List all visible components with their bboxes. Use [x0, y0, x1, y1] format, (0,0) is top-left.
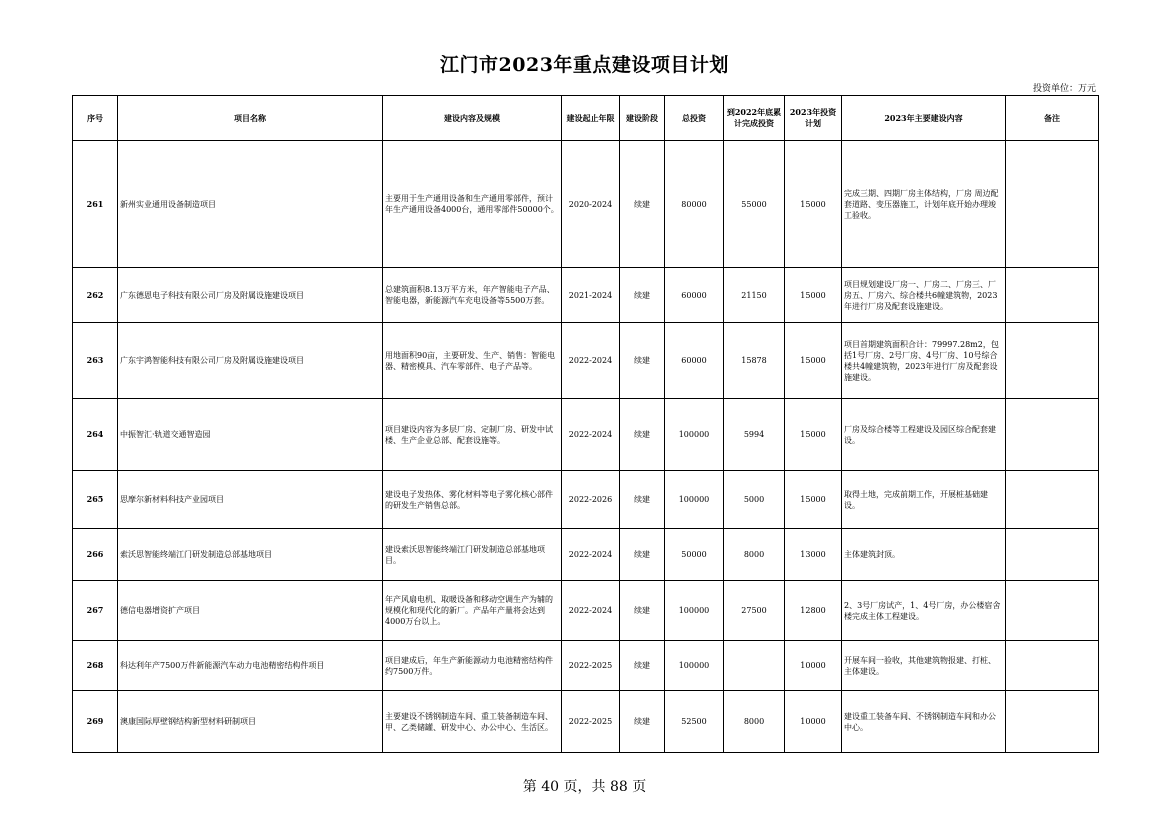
cell-name: 新州实业通用设备制造项目	[118, 141, 383, 268]
page-footer: 第 40 页，共 88 页	[522, 779, 647, 795]
cell-content: 开展车间一验收，其他建筑物报建、打桩、主体建设。	[842, 641, 1006, 691]
cell-note	[1006, 323, 1099, 399]
cell-name: 中振智汇·轨道交通智造园	[118, 399, 383, 471]
cell-done	[724, 641, 785, 691]
table-row	[73, 141, 1099, 268]
cell-total: 100000	[665, 581, 724, 641]
cell-stage: 续建	[620, 529, 665, 581]
cell-content: 建设重工装备车间、不锈钢制造车间和办公中心。	[842, 691, 1006, 753]
cell-plan: 15000	[785, 268, 842, 323]
cell-years: 2022-2024	[562, 399, 620, 471]
cell-years: 2020-2024	[562, 141, 620, 268]
cell-total: 80000	[665, 141, 724, 268]
cell-done: 21150	[724, 268, 785, 323]
cell-content: 2、3号厂房试产，1、4号厂房，办公楼宿舍楼完成主体工程建设。	[842, 581, 1006, 641]
cell-content: 取得土地，完成前期工作，开展桩基础建设。	[842, 471, 1006, 529]
cell-done: 27500	[724, 581, 785, 641]
cell-stage: 续建	[620, 581, 665, 641]
cell-years: 2022-2024	[562, 581, 620, 641]
header-name: 项目名称	[118, 96, 383, 141]
header-total: 总投资	[665, 96, 724, 141]
cell-years: 2022-2026	[562, 471, 620, 529]
header-no: 序号	[73, 96, 118, 141]
cell-content: 项目首期建筑面积合计：79997.28m2，包括1号厂房、2号厂房、4号厂房、10号综合楼共4幢建筑物，2023年进行厂房及配套设施建设。	[842, 323, 1006, 399]
cell-done: 8000	[724, 529, 785, 581]
page-title: 江门市2023年重点建设项目计划	[440, 54, 729, 76]
header-scale: 建设内容及规模	[383, 96, 562, 141]
header-note: 备注	[1006, 96, 1099, 141]
table-row	[73, 268, 1099, 323]
cell-done: 8000	[724, 691, 785, 753]
cell-total: 100000	[665, 641, 724, 691]
header-done: 到2022年底累计完成投资	[724, 96, 785, 141]
cell-scale: 总建筑面积8.13万平方米，年产智能电子产品、智能电器，新能源汽车充电设备等5500万套。	[383, 268, 562, 323]
cell-plan: 15000	[785, 399, 842, 471]
cell-plan: 15000	[785, 141, 842, 268]
cell-note	[1006, 581, 1099, 641]
table-row	[73, 641, 1099, 691]
cell-content: 项目规划建设厂房一、厂房二、厂房三、厂房五、厂房六、综合楼共6幢建筑物，2023年进行厂房及配套设施建设。	[842, 268, 1006, 323]
cell-note	[1006, 529, 1099, 581]
cell-stage: 续建	[620, 268, 665, 323]
cell-note	[1006, 141, 1099, 268]
header-plan: 2023年投资计划	[785, 96, 842, 141]
cell-no: 264	[73, 399, 118, 471]
cell-years: 2022-2025	[562, 641, 620, 691]
cell-stage: 续建	[620, 141, 665, 268]
cell-content: 主体建筑封顶。	[842, 529, 1006, 581]
cell-plan: 13000	[785, 529, 842, 581]
cell-note	[1006, 399, 1099, 471]
cell-years: 2021-2024	[562, 268, 620, 323]
cell-content: 完成三期、四期厂房主体结构，厂房 周边配套道路、变压器施工，计划年底开始办理竣工验收。	[842, 141, 1006, 268]
cell-no: 262	[73, 268, 118, 323]
cell-years: 2022-2025	[562, 691, 620, 753]
cell-total: 100000	[665, 399, 724, 471]
cell-note	[1006, 268, 1099, 323]
cell-no: 268	[73, 641, 118, 691]
cell-stage: 续建	[620, 471, 665, 529]
cell-note	[1006, 471, 1099, 529]
table-row	[73, 581, 1099, 641]
cell-scale: 项目建设内容为多层厂房、定制厂房、研发中试楼、生产企业总部、配套设施等。	[383, 399, 562, 471]
cell-name: 思摩尔新材料科技产业园项目	[118, 471, 383, 529]
cell-scale: 项目建成后，年生产新能源动力电池精密结构件约7500万件。	[383, 641, 562, 691]
cell-name: 科达利年产7500万件新能源汽车动力电池精密结构件项目	[118, 641, 383, 691]
cell-total: 52500	[665, 691, 724, 753]
cell-no: 266	[73, 529, 118, 581]
table-header-row	[73, 96, 1099, 141]
cell-plan: 12800	[785, 581, 842, 641]
cell-scale: 主要用于生产通用设备和生产通用零部件，预计年生产通用设备4000台，通用零部件50000个。	[383, 141, 562, 268]
header-years: 建设起止年限	[562, 96, 620, 141]
cell-stage: 续建	[620, 691, 665, 753]
cell-plan: 10000	[785, 691, 842, 753]
cell-note	[1006, 641, 1099, 691]
cell-stage: 续建	[620, 323, 665, 399]
cell-name: 澳康国际厚壁钢结构新型材料研制项目	[118, 691, 383, 753]
cell-done: 5000	[724, 471, 785, 529]
table-row	[73, 691, 1099, 753]
cell-stage: 续建	[620, 399, 665, 471]
cell-no: 261	[73, 141, 118, 268]
cell-scale: 年产风扇电机、取暖设备和移动空调生产为辅的规模化和现代化的新厂。产品年产量将会达到4000万台以上。	[383, 581, 562, 641]
cell-no: 267	[73, 581, 118, 641]
cell-plan: 15000	[785, 471, 842, 529]
cell-name: 德信电器增资扩产项目	[118, 581, 383, 641]
cell-name: 广东宇鸿智能科技有限公司厂房及附属设施建设项目	[118, 323, 383, 399]
cell-done: 5994	[724, 399, 785, 471]
cell-scale: 主要建设不锈钢制造车间、重工装备制造车间、甲、乙类储罐、研发中心、办公中心、生活区。	[383, 691, 562, 753]
cell-years: 2022-2024	[562, 323, 620, 399]
cell-no: 269	[73, 691, 118, 753]
cell-name: 索沃思智能终端江门研发制造总部基地项目	[118, 529, 383, 581]
header-content: 2023年主要建设内容	[842, 96, 1006, 141]
investment-unit-label: 投资单位：万元	[1032, 84, 1096, 94]
cell-plan: 15000	[785, 323, 842, 399]
cell-note	[1006, 691, 1099, 753]
header-stage: 建设阶段	[620, 96, 665, 141]
table-row	[73, 529, 1099, 581]
table-row	[73, 323, 1099, 399]
cell-content: 厂房及综合楼等工程建设及园区综合配套建设。	[842, 399, 1006, 471]
cell-scale: 建设电子发热体、雾化材料等电子雾化核心部件的研发生产销售总部。	[383, 471, 562, 529]
cell-total: 60000	[665, 323, 724, 399]
cell-no: 265	[73, 471, 118, 529]
cell-plan: 10000	[785, 641, 842, 691]
table-row	[73, 471, 1099, 529]
project-plan-table	[72, 95, 1099, 753]
cell-done: 55000	[724, 141, 785, 268]
cell-total: 100000	[665, 471, 724, 529]
cell-name: 广东德恩电子科技有限公司厂房及附属设施建设项目	[118, 268, 383, 323]
cell-no: 263	[73, 323, 118, 399]
cell-scale: 建设索沃思智能终端江门研发制造总部基地项目。	[383, 529, 562, 581]
table-row	[73, 399, 1099, 471]
cell-total: 50000	[665, 529, 724, 581]
cell-done: 15878	[724, 323, 785, 399]
cell-total: 60000	[665, 268, 724, 323]
cell-stage: 续建	[620, 641, 665, 691]
cell-years: 2022-2024	[562, 529, 620, 581]
cell-scale: 用地面积90亩，主要研发、生产、销售：智能电器、精密模具、汽车零部件、电子产品等。	[383, 323, 562, 399]
